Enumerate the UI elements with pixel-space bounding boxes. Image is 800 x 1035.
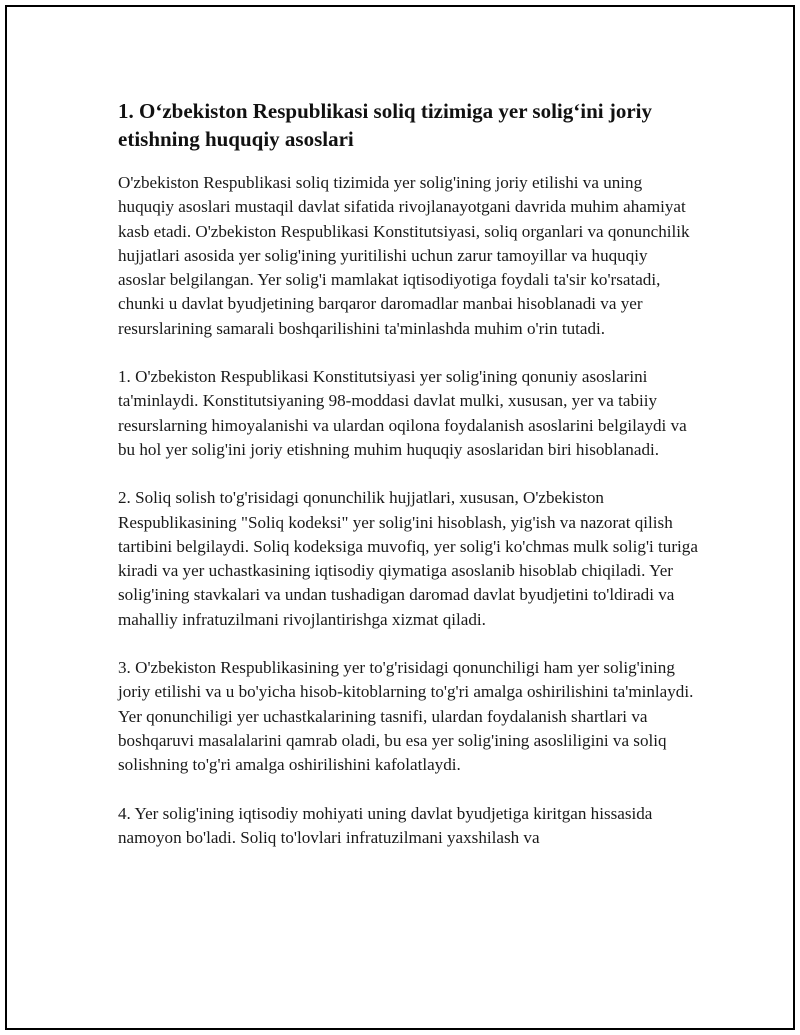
paragraph-4: 4. Yer solig'ining iqtisodiy mohiyati uning davlat byudjetiga kiritgan hissasida namoyon bo'ladi. Soliq to'lovlari infratuzilmani yaxshilash va [118, 803, 653, 847]
paragraph-3: 3. O'zbekiston Respublikasining yer to'g'risidagi qonunchiligi ham yer solig'ining joriy etilishi va u bo'yicha hisob-kitoblarning to'g'ri amalga oshirilishini ta'minlaydi. Yer qonunchiligi yer uchastkalarining tasnifi, ulardan foydalanish shartlari va boshqaruvi masalalarini qamrab oladi, bu esa yer solig'ining asosliligini va soliq solishning to'g'ri amalga oshirilishini kafolatlaydi. [118, 658, 694, 775]
paragraph-1: 1. O'zbekiston Respublikasi Konstitutsiyasi yer solig'ining qonuniy asoslarini ta'minlaydi. Konstitutsiyaning 98-moddasi davlat mulki, xususan, yer va tabiiy resurslarning himoyalanishi va ulardan oqilona foydalanish asoslarini belgilaydi va bu hol yer solig'ini joriy etishning muhim huquqiy asoslaridan biri hisoblanadi. [118, 367, 687, 459]
section-heading: 1. O‘zbekiston Respublikasi soliq tizimiga yer solig‘ini joriy etishning huquqiy asoslari [118, 99, 652, 151]
intro-paragraph: O'zbekiston Respublikasi soliq tizimida yer solig'ining joriy etilishi va uning huquqiy asoslari mustaqil davlat sifatida rivojlanayotgani davrida muhim ahamiyat kasb etadi. O'zbekiston Respublikasi Konstitutsiyasi, soliq organlari va qonunchilik hujjatlari asosida yer solig'ining yuritilishi uchun zarur tamoyillar va huquqiy asoslar belgilangan. Yer solig'i mamlakat iqtisodiyotiga foydali ta'sir ko'rsatadi, chunki u davlat byudjetining barqaror daromadlar manbai hisoblanadi va yer resurslarining samarali boshqarilishini ta'minlashda muhim o'rin tutadi. [118, 173, 690, 338]
document-page [5, 5, 795, 1030]
document-body [118, 97, 698, 874]
paragraph-2: 2. Soliq solish to'g'risidagi qonunchilik hujjatlari, xususan, O'zbekiston Respublikasining "Soliq kodeksi" yer solig'ini hisoblash, yig'ish va nazorat qilish tartibini belgilaydi. Soliq kodeksiga muvofiq, yer solig'i ko'chmas mulk solig'i turiga kiradi va yer uchastkasining iqtisodiy qiymatiga asoslanib hisoblab chiqiladi. Yer solig'ining stavkalari va undan tushadigan daromad davlat byudjetini to'ldiradi va mahalliy infratuzilmani rivojlantirishga xizmat qiladi. [118, 488, 698, 629]
